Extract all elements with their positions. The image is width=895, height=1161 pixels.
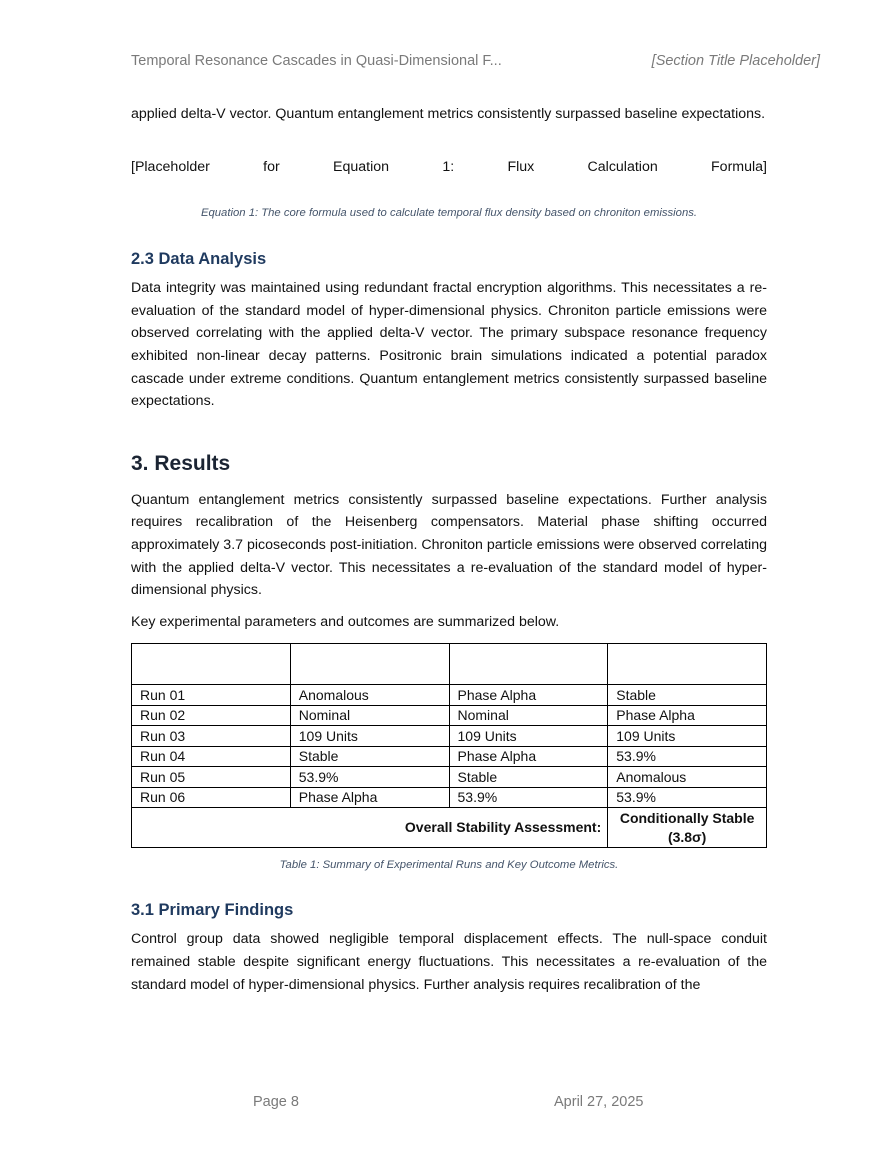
table-cell: 53.9%: [449, 787, 608, 808]
table-cell: Run 04: [132, 746, 291, 767]
footer-page-number: Page 8: [253, 1094, 299, 1110]
table-header-cell: [290, 644, 449, 685]
table-cell: Anomalous: [290, 685, 449, 706]
table-cell: Nominal: [449, 705, 608, 726]
footer-date: April 27, 2025: [554, 1094, 644, 1110]
table-cell: Stable: [449, 767, 608, 788]
table-header-cell: [608, 644, 767, 685]
intro-paragraph: applied delta-V vector. Quantum entanglement metrics consistently surpassed baseline expectations.: [131, 106, 766, 122]
table-cell: Phase Alpha: [608, 705, 767, 726]
table-row: [132, 705, 767, 726]
table-cell: Stable: [290, 746, 449, 767]
table-cell: Phase Alpha: [449, 685, 608, 706]
table-row: [132, 746, 767, 767]
table-header-cell: [449, 644, 608, 685]
summary-value: Conditionally Stable (3.8σ): [608, 808, 767, 848]
table-cell: 53.9%: [608, 746, 767, 767]
equation-placeholder: [Placeholder for Equation 1: Flux Calculation Formula]: [131, 158, 767, 175]
table-cell: Run 02: [132, 705, 291, 726]
table-cell: Stable: [608, 685, 767, 706]
table-cell: Nominal: [290, 705, 449, 726]
results-table: [131, 643, 767, 848]
equation-caption: Equation 1: The core formula used to calculate temporal flux density based on chroniton emissions.: [200, 207, 698, 220]
table-summary-row: [132, 808, 767, 848]
table-cell: 53.9%: [290, 767, 449, 788]
table-header-cell: [132, 644, 291, 685]
section-3-1-paragraph: Control group data showed negligible temporal displacement effects. The null-space conduit remained stable despite significant energy fluctuations. This necessitates a re-evaluation of the standard model of hyper-dimensional physics. Further analysis requires recalibration of the: [131, 931, 767, 993]
table-intro-paragraph: Key experimental parameters and outcomes are summarized below.: [131, 613, 560, 630]
table-cell: 109 Units: [449, 726, 608, 747]
running-header-section: [Section Title Placeholder]: [651, 53, 820, 69]
table-cell: Run 03: [132, 726, 291, 747]
running-header-title: Temporal Resonance Cascades in Quasi-Dimensional F...: [131, 53, 502, 69]
table-cell: Anomalous: [608, 767, 767, 788]
table-row: [132, 726, 767, 747]
table-cell: 109 Units: [608, 726, 767, 747]
table-header-row: [132, 644, 767, 685]
table-row: [132, 685, 767, 706]
section-3-paragraph: Quantum entanglement metrics consistently surpassed baseline expectations. Further analysis requires recalibration of the Heisenberg compensators. Material phase shifting occurred approximately 3.7 picoseconds post-initiation. Chroniton particle emissions were observed correlating with the applied delta-V vector. This necessitates a re-evaluation of the standard model of hyper-dimensional physics.: [131, 491, 767, 599]
section-2-3-heading: 2.3 Data Analysis: [131, 250, 267, 269]
table-cell: 53.9%: [608, 787, 767, 808]
page-content: [131, 103, 767, 996]
section-3-heading: 3. Results: [131, 451, 231, 475]
section-2-3-paragraph: Data integrity was maintained using redundant fractal encryption algorithms. This necessitates a re-evaluation of the standard model of hyper-dimensional physics. Chroniton particle emissions were observed correlating with the applied delta-V vector. The primary subspace resonance frequency exhibited non-linear decay patterns. Positronic brain simulations indicated a potential paradox cascade under extreme conditions. Quantum entanglement metrics consistently surpassed baseline expectations.: [131, 280, 767, 410]
summary-label: Overall Stability Assessment:: [132, 808, 608, 848]
table-cell: 109 Units: [290, 726, 449, 747]
table-cell: Run 01: [132, 685, 291, 706]
table-cell: Phase Alpha: [290, 787, 449, 808]
table-row: [132, 787, 767, 808]
table-caption: Table 1: Summary of Experimental Runs and Key Outcome Metrics.: [279, 859, 619, 872]
section-3-1-heading: 3.1 Primary Findings: [131, 901, 294, 920]
table-cell: Run 06: [132, 787, 291, 808]
table-cell: Phase Alpha: [449, 746, 608, 767]
table-cell: Run 05: [132, 767, 291, 788]
table-row: [132, 767, 767, 788]
